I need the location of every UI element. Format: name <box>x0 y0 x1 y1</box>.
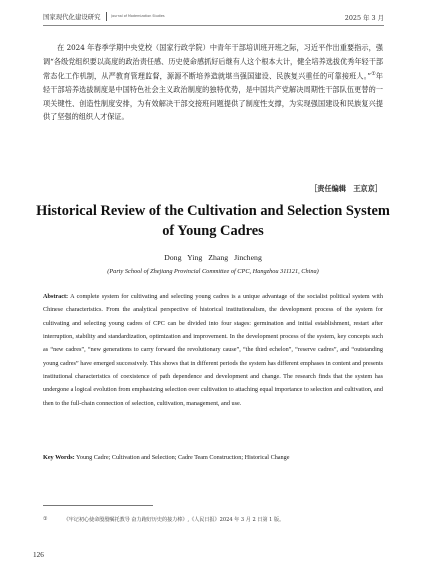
keywords-text: Young Cadre; Cultivation and Selection; Cadre Team Construction; Historical Change <box>76 454 290 461</box>
header-separator <box>106 12 107 21</box>
page-number: 126 <box>33 551 44 559</box>
editor-credit: ［责任编辑 王京京］ <box>310 184 382 193</box>
abstract <box>43 290 383 410</box>
body-text-cont: 年轻干部培养选拔制度是中国特色社会主义政治制度的独特优势，是中国共产党解决周期性干部队伍更替的一项关键性、创造性制度安排，为有效解决干部交接班问题提供了制度性支撑，为实现强国建设和民族复兴提供了坚强的组织人才保证。 <box>43 71 383 122</box>
footnote-ref[interactable]: ① <box>371 71 376 78</box>
english-title: Historical Review of the Cultivation and Selection System of Young Cadres <box>36 203 390 239</box>
running-header-left <box>43 12 165 21</box>
issue-date: 2025 年 3 月 <box>344 14 384 22</box>
footnote-mark: ① <box>43 516 48 522</box>
footnote-rule <box>43 505 153 506</box>
abstract-label: Abstract: <box>43 293 69 300</box>
body-paragraph <box>43 41 383 124</box>
affiliation: (Party School of Zhejiang Provincial Committee of CPC, Hangzhou 311121, China) <box>107 268 319 275</box>
keywords-label: Key Words: <box>43 454 75 461</box>
footnote-text: 《牢记初心使命殷殷嘱托教导 奋力跑好历史的接力棒》,《人民日报》2024 年 3 月 2 日第 1 版。 <box>63 517 285 523</box>
keywords <box>43 451 383 464</box>
footnote <box>43 516 284 523</box>
body-text: 在 2024 年春季学期中央党校（国家行政学院）中青年干部培训班开班之际，习近平作出重要指示，强调“各级党组织要以高度的政治责任感、历史使命感抓好后继有人这个根本大计，健全培养选拔优秀年轻干部常态化工作机制，从严教育管理监督，源源不断培养造就堪当强国建设、民族复兴重任的可靠接班人。” <box>43 43 383 81</box>
authors: Dong Ying Zhang Jincheng <box>164 253 262 262</box>
header-rule <box>43 25 384 26</box>
abstract-text: A complete system for cultivating and selecting young cadres is a unique advantage of the socialist political system with Chinese characteristics. From the analytical perspective of historical institutionalism, the development process of the system for cultivating and selecting young cadres of CPC can be divided into four stages: germination and initial establishment, restart after interruption, stability and standardization, optimization and improvement. In the development process of the system, key concepts such as “new cadres”, “new generations to carry forward the revolutionary cause”, “the third echelon”, “reserve cadres”, and “outstanding young cadres” have emerged successively. This shows that in different periods the system has different emphases in content and presents institutional characteristics of coexistence of path dependence and development and change. The research finds that the system has undergone a logical evolution from emphasizing selection over cultivation to attaching equal importance to selection and cultivation, and then to the full-chain connection of selection, cultivation, management, and use. <box>43 293 383 407</box>
journal-title-cn: 国家现代化建设研究 <box>43 13 101 21</box>
journal-title-en: Journal of Modernization Studies <box>111 13 165 18</box>
